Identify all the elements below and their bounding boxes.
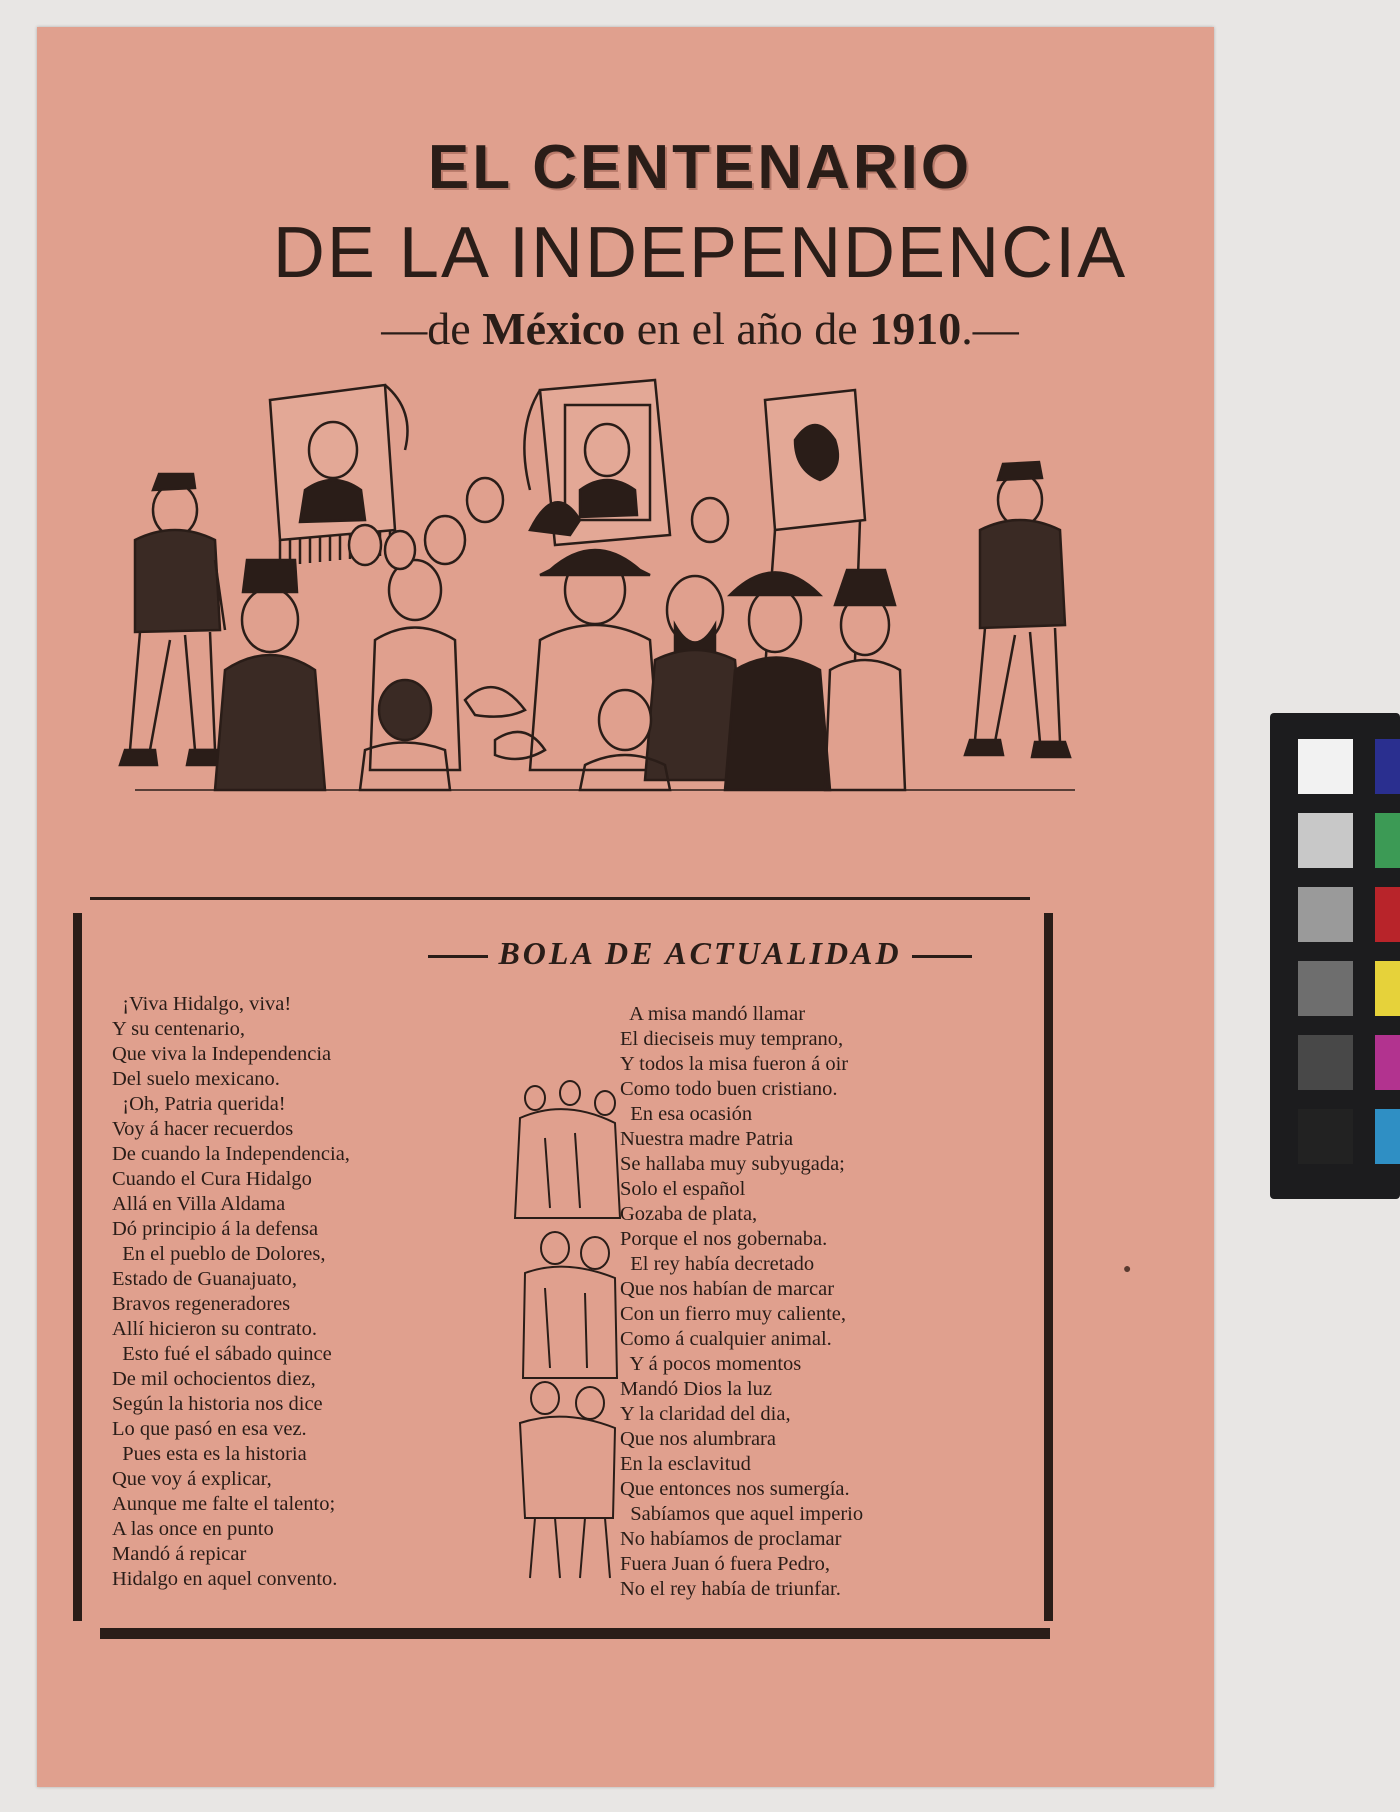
color-swatch [1375,961,1400,1016]
box-top-rule [90,897,1030,900]
verse-column-right [620,1002,863,1602]
verse-column-left [112,992,350,1592]
verse-line: Y á pocos momentos [620,1353,802,1375]
color-swatch [1298,813,1353,868]
verse-line: Se hallaba muy subyugada; [620,1153,845,1175]
verse-line: Que entonces nos sumergía. [620,1478,850,1500]
verse-line: Mandó á repicar [112,1543,247,1565]
verse-line: Aunque me falte el talento; [112,1493,336,1515]
ink-dot-mark: ● [1123,1262,1132,1277]
verse-line: Dó principio á la defensa [112,1218,319,1240]
verse-line: Mandó Dios la luz [620,1378,773,1400]
color-swatch [1298,887,1353,942]
verse-line: Lo que pasó en esa vez. [112,1418,307,1440]
verse-line: Que viva la Independencia [112,1043,332,1065]
verse-line: No el rey había de triunfar. [620,1578,841,1600]
title-line-2: DE LA INDEPENDENCIA [272,213,1128,293]
color-swatch [1375,739,1400,794]
verse-line: Cuando el Cura Hidalgo [112,1168,312,1190]
right-soldier-figure [965,462,1070,757]
verse-line: Allá en Villa Aldama [112,1193,286,1215]
verse-line: Nuestra madre Patria [620,1128,794,1150]
color-swatch [1298,961,1353,1016]
verse-line: Fuera Juan ó fuera Pedro, [620,1553,831,1575]
verse-line: Y su centenario, [112,1018,246,1040]
color-swatch [1298,1109,1353,1164]
title-line-3 [0,302,1400,355]
verse-line: Solo el español [620,1178,746,1200]
verse-line: Como todo buen cristiano. [620,1078,838,1100]
crowd-engraving-illustration [75,370,1090,890]
verse-line: En esa ocasión [620,1103,753,1125]
color-swatch [1375,1109,1400,1164]
verse-line: En la esclavitud [620,1453,751,1475]
box-bottom-rule [100,1628,1050,1639]
verse-line: Allí hicieron su contrato. [112,1318,317,1340]
title-line-3-country: México [482,303,626,354]
banner-portrait-1 [270,385,408,565]
verse-line: Que voy á explicar, [112,1468,272,1490]
section-heading [0,935,1400,972]
verse-line: Voy á hacer recuerdos [112,1118,294,1140]
title-line-3-middle: en el año de [625,303,870,354]
verse-line: El rey había decretado [620,1253,815,1275]
verse-line: Gozaba de plata, [620,1203,758,1225]
verse-line: Bravos regeneradores [112,1293,291,1315]
title-line-1: EL CENTENARIO [427,133,973,202]
verse-line: ¡Oh, Patria querida! [112,1093,286,1115]
verse-line: No habíamos de proclamar [620,1528,842,1550]
verse-line: Que nos habían de marcar [620,1278,835,1300]
title-line-3-year: 1910 [869,303,962,354]
verse-line: Y todos la misa fueron á oir [620,1053,849,1075]
section-heading-text: BOLA DE ACTUALIDAD [498,935,902,971]
verse-line: Pues esta es la historia [112,1443,307,1465]
verse-line: De cuando la Independencia, [112,1143,350,1165]
verse-line: En el pueblo de Dolores, [112,1243,326,1265]
verse-line: A las once en punto [112,1518,274,1540]
verse-line: Porque el nos gobernaba. [620,1228,828,1250]
verse-line: Del suelo mexicano. [112,1068,280,1090]
color-swatch [1298,1035,1353,1090]
verse-line: Según la historia nos dice [112,1393,323,1415]
verse-line: Estado de Guanajuato, [112,1268,298,1290]
verse-line: Que nos alumbrara [620,1428,776,1450]
verse-line: Con un fierro muy caliente, [620,1303,847,1325]
verse-line: Como á cualquier animal. [620,1328,832,1350]
column-figures-illustration [505,1078,630,1588]
left-soldier-figure [120,474,225,765]
verse-line: Sabíamos que aquel imperio [620,1503,864,1525]
title-line-3-prefix: —de [381,303,483,354]
verse-line: Hidalgo en aquel convento. [112,1568,338,1590]
verse-line: Y la claridad del dia, [620,1403,791,1425]
verse-line: Esto fué el sábado quince [112,1343,332,1365]
verse-line: De mil ochocientos diez, [112,1368,316,1390]
color-swatch [1375,887,1400,942]
verse-line: ¡Viva Hidalgo, viva! [112,993,292,1015]
verse-line: El dieciseis muy temprano, [620,1028,844,1050]
verse-line: A misa mandó llamar [620,1003,806,1025]
heading-dash-left [428,955,488,958]
color-swatch [1375,1035,1400,1090]
color-checker-card [1270,713,1400,1199]
title-line-3-suffix: .— [961,303,1019,354]
heading-dash-right [912,955,972,958]
color-swatch [1375,813,1400,868]
color-swatch [1298,739,1353,794]
